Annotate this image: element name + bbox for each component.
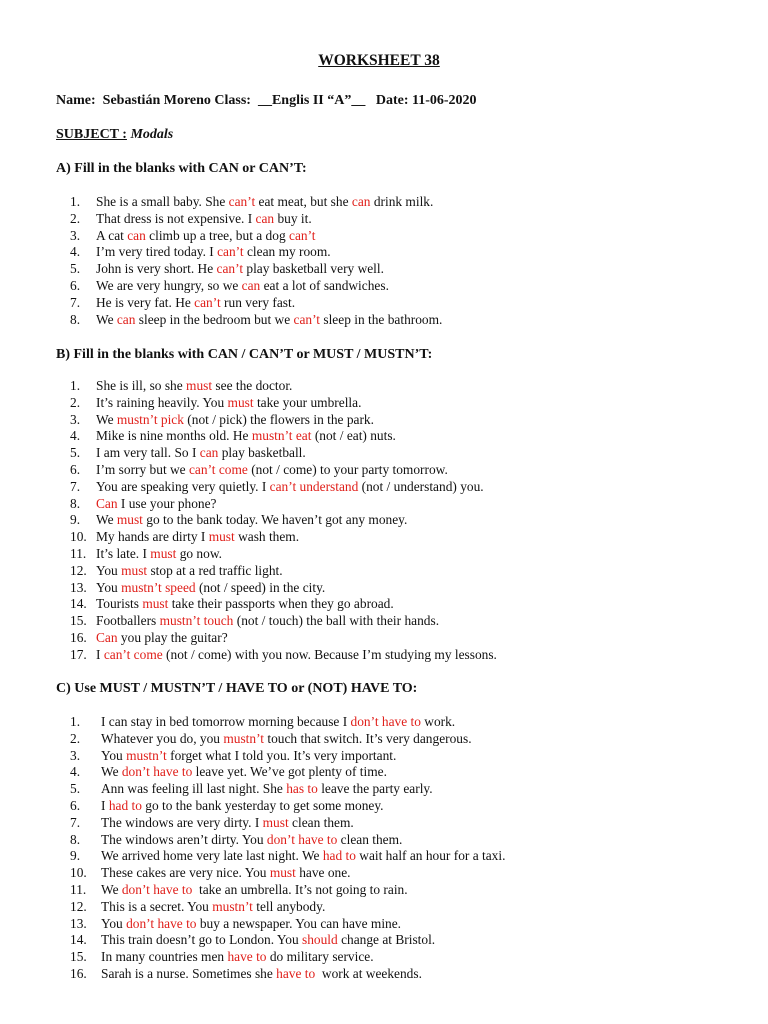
sentence-text: clean my room. <box>243 244 331 260</box>
sentence-text: Sarah is a nurse. Sometimes she <box>101 965 277 981</box>
answer-text: can’t <box>293 311 321 327</box>
answer-text: don’t have to <box>266 831 338 847</box>
sentence-text: (not / come) to your party tomorrow. <box>247 461 448 477</box>
answer-text: mustn’t <box>212 898 253 914</box>
sentence-text: Whatever you do, you <box>101 730 224 746</box>
item-number: 15. <box>70 949 87 965</box>
sentence-text: That dress is not expensive. I <box>96 210 256 226</box>
exercise-item <box>70 966 505 983</box>
sentence-text: Mike is nine months old. He <box>96 428 252 444</box>
answer-text: must <box>142 596 169 612</box>
subject-line <box>56 127 173 143</box>
exercise-item <box>70 832 505 849</box>
answer-text: can <box>116 311 136 327</box>
answer-text: must <box>116 512 143 528</box>
answer-text: have to <box>227 949 267 965</box>
item-number: 2. <box>70 210 81 226</box>
exercise-item <box>70 194 442 211</box>
item-number: 5. <box>70 445 81 461</box>
answer-text: must <box>150 545 177 561</box>
exercise-item <box>70 512 497 529</box>
sentence-text: You <box>101 747 127 763</box>
sentence-text: This is a secret. You <box>101 898 213 914</box>
subject-value: Modals <box>130 127 174 142</box>
item-number: 7. <box>70 294 81 310</box>
answer-text: can’t <box>228 194 256 209</box>
sentence-text: go now. <box>176 545 222 561</box>
answer-text: must <box>121 562 148 578</box>
item-number: 4. <box>70 764 81 780</box>
exercise-item <box>70 630 497 647</box>
item-number: 12. <box>70 898 87 914</box>
item-number: 8. <box>70 831 81 847</box>
exercise-item <box>70 899 505 916</box>
exercise-item <box>70 932 505 949</box>
sentence-text: My hands are dirty I <box>96 529 209 545</box>
item-number: 2. <box>70 394 81 410</box>
sentence-text: do military service. <box>266 949 374 965</box>
item-number: 10. <box>70 529 87 545</box>
sentence-text: (not / speed) in the city. <box>195 579 326 595</box>
exercise-item <box>70 278 442 295</box>
sentence-text: go to the bank today. We haven’t got any money. <box>142 512 408 528</box>
sentence-text: drink milk. <box>370 194 434 209</box>
answer-text: mustn’t pick <box>116 411 184 427</box>
item-number: 6. <box>70 277 81 293</box>
item-number: 1. <box>70 378 81 393</box>
sentence-text: work. <box>420 714 456 729</box>
sentence-text: Footballers <box>96 613 160 629</box>
answer-text: must <box>186 378 213 393</box>
section-c-title: C) Use MUST / MUSTN’T / HAVE TO or (NOT) HAVE TO: <box>56 681 418 696</box>
answer-text: don’t have to <box>121 881 193 897</box>
exercise-item <box>70 479 497 496</box>
class-value: __Englis II “A”__ <box>257 93 366 108</box>
sentence-text: We <box>96 411 117 427</box>
sentence-text: run very fast. <box>220 294 296 310</box>
sentence-text: I <box>96 646 104 662</box>
item-number: 14. <box>70 596 87 612</box>
answer-text: had to <box>322 848 356 864</box>
sentence-text: (not / eat) nuts. <box>311 428 396 444</box>
answer-text: mustn’t speed <box>121 579 196 595</box>
sentence-text: Tourists <box>96 596 143 612</box>
sentence-text: clean them. <box>337 831 403 847</box>
sentence-text: You <box>96 579 122 595</box>
item-number: 11. <box>70 881 87 897</box>
answer-text: can’t <box>216 261 244 277</box>
sentence-text: We arrived home very late last night. We <box>101 848 323 864</box>
answer-text: must <box>208 529 235 545</box>
exercise-item <box>70 244 442 261</box>
item-number: 16. <box>70 629 87 645</box>
answer-text: can’t come <box>103 646 163 662</box>
sentence-text: touch that switch. It’s very dangerous. <box>264 730 472 746</box>
sentence-text: go to the bank yesterday to get some money. <box>141 797 384 813</box>
item-number: 8. <box>70 495 81 511</box>
exercise-item <box>70 563 497 580</box>
name-label: Name: <box>56 93 96 108</box>
sentence-text: (not / pick) the flowers in the park. <box>183 411 374 427</box>
subject-label: SUBJECT : <box>56 127 127 142</box>
exercise-item <box>70 395 497 412</box>
exercise-item <box>70 378 497 395</box>
exercise-item <box>70 916 505 933</box>
exercise-item <box>70 580 497 597</box>
answer-text: must <box>262 814 289 830</box>
sentence-text: I <box>101 797 109 813</box>
sentence-text: I use your phone? <box>117 495 217 511</box>
sentence-text: Ann was feeling ill last night. She <box>101 781 287 797</box>
exercise-item <box>70 815 505 832</box>
sentence-text: take your umbrella. <box>253 394 362 410</box>
answer-text: can’t <box>194 294 221 310</box>
answer-text: must <box>227 394 254 410</box>
exercise-item <box>70 882 505 899</box>
sentence-text: sleep in the bathroom. <box>320 311 443 327</box>
sentence-text: clean them. <box>288 814 354 830</box>
sentence-text: stop at a red traffic light. <box>147 562 283 578</box>
item-number: 4. <box>70 244 81 260</box>
item-number: 12. <box>70 562 87 578</box>
item-number: 16. <box>70 965 87 981</box>
item-number: 1. <box>70 194 81 209</box>
sentence-text: We <box>96 512 117 528</box>
item-number: 5. <box>70 261 81 277</box>
sentence-text: It’s late. I <box>96 545 151 561</box>
exercise-item <box>70 496 497 513</box>
sentence-text: wash them. <box>234 529 300 545</box>
answer-text: Can <box>96 495 118 511</box>
answer-text: can’t come <box>188 461 248 477</box>
item-number: 7. <box>70 814 81 830</box>
exercise-item <box>70 211 442 228</box>
exercise-item <box>70 462 497 479</box>
sentence-text: play basketball. <box>218 445 306 461</box>
sentence-text: work at weekends. <box>315 965 422 981</box>
sentence-text: wait half an hour for a taxi. <box>355 848 506 864</box>
exercise-item <box>70 798 505 815</box>
sentence-text: You <box>96 562 122 578</box>
item-number: 1. <box>70 714 81 729</box>
sentence-text: play basketball very well. <box>243 261 384 277</box>
item-number: 15. <box>70 613 87 629</box>
sentence-text: The windows are very dirty. I <box>101 814 263 830</box>
answer-text: mustn’t <box>126 747 167 763</box>
item-number: 4. <box>70 428 81 444</box>
sentence-text: leave yet. We’ve got plenty of time. <box>192 764 387 780</box>
sentence-text: leave the party early. <box>317 781 433 797</box>
sentence-text: (not / come) with you now. Because I’m studying my lessons. <box>162 646 497 662</box>
sentence-text: take their passports when they go abroad. <box>168 596 394 612</box>
exercise-item <box>70 748 505 765</box>
item-number: 5. <box>70 781 81 797</box>
answer-text: mustn’t <box>223 730 265 746</box>
sentence-text: eat a lot of sandwiches. <box>260 277 389 293</box>
exercise-item <box>70 412 497 429</box>
sentence-text: tell anybody. <box>252 898 326 914</box>
section-a-title: A) Fill in the blanks with CAN or CAN’T: <box>56 161 307 176</box>
name-value: Sebastián Moreno <box>102 93 211 108</box>
exercise-item <box>70 714 505 731</box>
exercise-item <box>70 865 505 882</box>
item-number: 9. <box>70 512 81 528</box>
answer-text: can <box>255 210 275 226</box>
sentence-text: (not / understand) you. <box>358 478 484 494</box>
answer-text: should <box>302 932 338 948</box>
exercise-item <box>70 529 497 546</box>
exercise-item <box>70 647 497 664</box>
exercise-item <box>70 546 497 563</box>
answer-text: can’t <box>289 227 316 243</box>
sentence-text: We <box>96 311 117 327</box>
answer-text: can <box>351 194 371 209</box>
exercise-item <box>70 312 442 329</box>
sentence-text: I’m very tired today. I <box>96 244 218 260</box>
answer-text: had to <box>108 797 142 813</box>
exercise-item <box>70 445 497 462</box>
exercise-item <box>70 613 497 630</box>
item-number: 2. <box>70 730 81 746</box>
sentence-text: It’s raining heavily. You <box>96 394 228 410</box>
answer-text: must <box>269 865 296 881</box>
answer-text: can <box>127 227 146 243</box>
sentence-text: She is a small baby. She <box>96 194 229 209</box>
item-number: 11. <box>70 545 87 561</box>
sentence-text: buy a newspaper. You can have mine. <box>196 915 402 931</box>
date-label: Date: <box>375 93 409 108</box>
sentence-text: take an umbrella. It’s not going to rain. <box>192 881 408 897</box>
sentence-text: You <box>101 915 127 931</box>
sentence-text: change at Bristol. <box>337 932 436 948</box>
answer-text: Can <box>96 629 118 645</box>
section-b-list <box>70 378 497 664</box>
answer-text: have to <box>276 965 316 981</box>
answer-text: can’t understand <box>269 478 359 494</box>
item-number: 3. <box>70 747 81 763</box>
sentence-text: These cakes are very nice. You <box>101 865 270 881</box>
answer-text: don’t have to <box>121 764 193 780</box>
item-number: 8. <box>70 311 81 327</box>
sentence-text: (not / touch) the ball with their hands. <box>233 613 440 629</box>
worksheet-title: WORKSHEET 38 <box>318 52 440 69</box>
item-number: 17. <box>70 646 87 662</box>
exercise-item <box>70 261 442 278</box>
sentence-text: have one. <box>295 865 351 881</box>
section-c-list <box>70 714 505 983</box>
answer-text: can’t <box>217 244 244 260</box>
item-number: 7. <box>70 478 81 494</box>
sentence-text: climb up a tree, but a dog <box>145 227 289 243</box>
section-a-list <box>70 194 442 328</box>
item-number: 3. <box>70 227 81 243</box>
item-number: 10. <box>70 865 87 881</box>
exercise-item <box>70 949 505 966</box>
sentence-text: you play the guitar? <box>117 629 228 645</box>
sentence-text: A cat <box>96 227 128 243</box>
item-number: 6. <box>70 797 81 813</box>
sentence-text: buy it. <box>274 210 312 226</box>
sentence-text: John is very short. He <box>96 261 217 277</box>
sentence-text: You are speaking very quietly. I <box>96 478 270 494</box>
date-value: 11-06-2020 <box>411 93 477 108</box>
exercise-item <box>70 781 505 798</box>
section-b-title: B) Fill in the blanks with CAN / CAN’T or MUST / MUSTN’T: <box>56 347 433 362</box>
sentence-text: see the doctor. <box>212 378 293 393</box>
answer-text: don’t have to <box>350 714 421 729</box>
exercise-item <box>70 764 505 781</box>
exercise-item <box>70 428 497 445</box>
exercise-item <box>70 848 505 865</box>
answer-text: has to <box>286 781 318 797</box>
sentence-text: eat meat, but she <box>255 194 352 209</box>
exercise-item <box>70 731 505 748</box>
exercise-item <box>70 596 497 613</box>
item-number: 13. <box>70 915 87 931</box>
sentence-text: We are very hungry, so we <box>96 277 242 293</box>
exercise-item <box>70 228 442 245</box>
sentence-text: I am very tall. So I <box>96 445 200 461</box>
class-label: Class: <box>214 93 251 108</box>
sentence-text: I’m sorry but we <box>96 461 189 477</box>
answer-text: can <box>241 277 261 293</box>
sentence-text: This train doesn’t go to London. You <box>101 932 302 948</box>
sentence-text: We <box>101 764 122 780</box>
item-number: 14. <box>70 932 87 948</box>
item-number: 9. <box>70 848 81 864</box>
sentence-text: We <box>101 881 122 897</box>
answer-text: don’t have to <box>126 915 197 931</box>
item-number: 6. <box>70 461 81 477</box>
item-number: 13. <box>70 579 87 595</box>
sentence-text: I can stay in bed tomorrow morning because I <box>101 714 351 729</box>
exercise-item <box>70 295 442 312</box>
sentence-text: forget what I told you. It’s very important. <box>166 747 397 763</box>
answer-text: can <box>199 445 219 461</box>
answer-text: mustn’t eat <box>251 428 312 444</box>
answer-text: mustn’t touch <box>159 613 234 629</box>
sentence-text: The windows aren’t dirty. You <box>101 831 267 847</box>
item-number: 3. <box>70 411 81 427</box>
sentence-text: In many countries men <box>101 949 228 965</box>
sentence-text: She is ill, so she <box>96 378 187 393</box>
student-header <box>56 93 477 109</box>
sentence-text: sleep in the bedroom but we <box>135 311 294 327</box>
sentence-text: He is very fat. He <box>96 294 195 310</box>
